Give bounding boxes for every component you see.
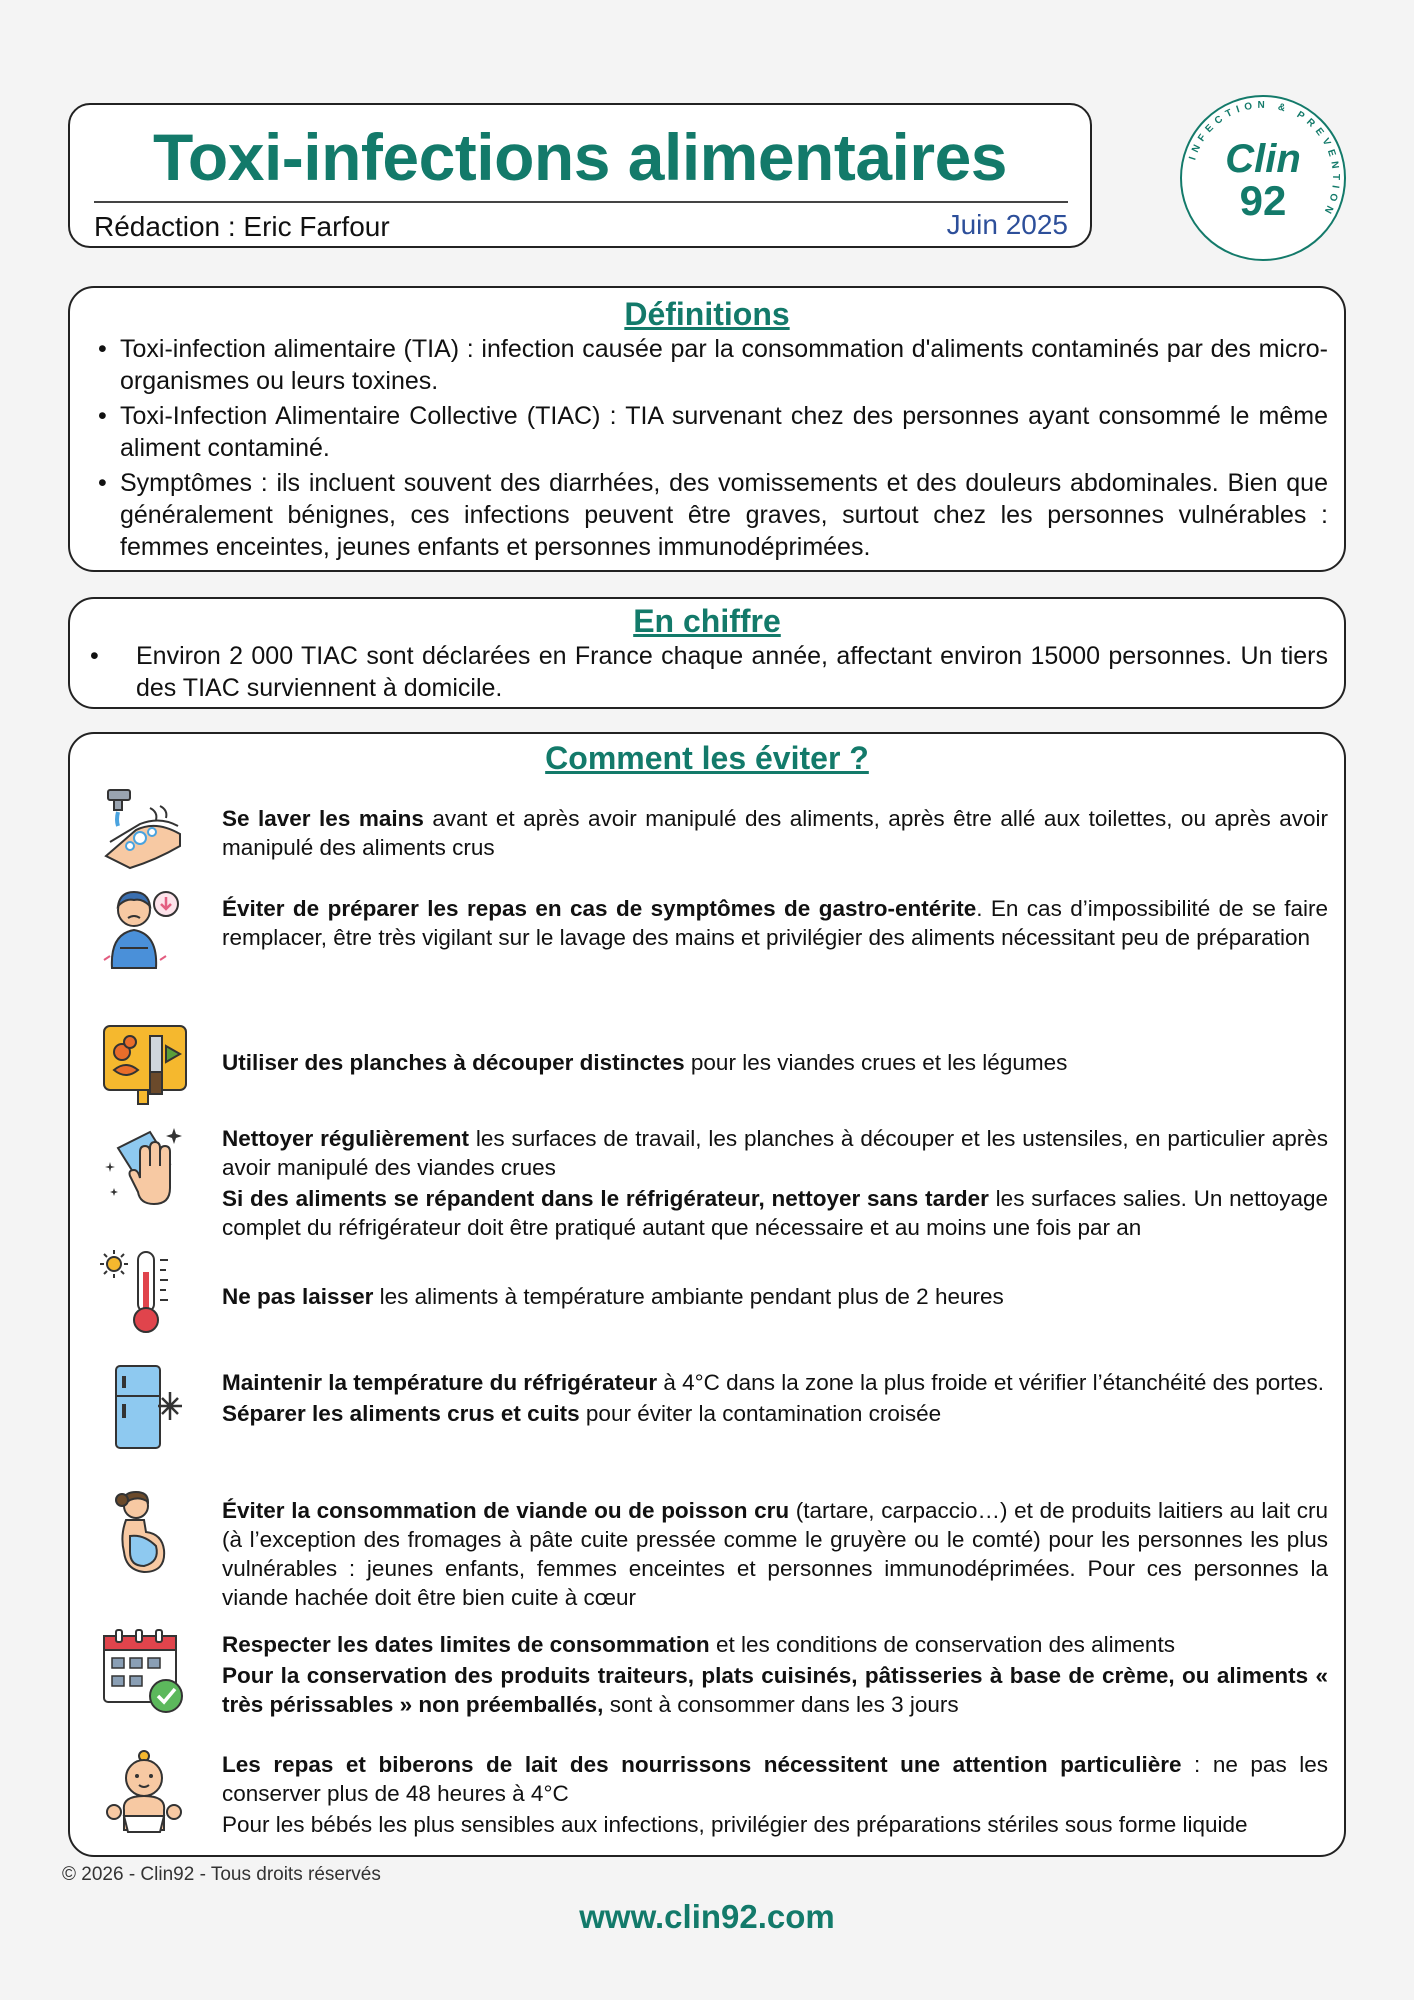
website-link[interactable]: www.clin92.com [579, 1898, 835, 1935]
author-line: Rédaction : Eric Farfour [94, 211, 390, 242]
tip-text: Se laver les mains avant et après avoir manipulé des aliments, après être allé aux toilettes, ou après avoir manipulé des aliments crus [222, 806, 1329, 860]
header-box [68, 103, 1092, 248]
tip-text: Éviter la consommation de viande ou de poisson cru (tartare, carpaccio…) et de produits laitiers au lait cru (à l’exception des fromages à pâte cuite pressée comme le gruyère ou le comté) pour les personnes les plus vulnérables : jeunes enfants, femmes enceintes et personnes immunodéprimées. Pour ces personnes la viande hachée doit être bien cuite à cœur [222, 1498, 1328, 1610]
tip-text: Maintenir la température du réfrigérateur à 4°C dans la zone la plus froide et vérifier l’étanchéité des portes. Séparer les aliments crus et cuits pour éviter la contamination croisée [222, 1370, 1324, 1426]
calendar-check-icon [100, 1626, 190, 1716]
definitions-panel [68, 286, 1346, 572]
publication-date: Juin 2025 [946, 209, 1068, 240]
logo-ring-text: INFECTION & PREVENTION [1187, 99, 1342, 220]
clin92-logo [1175, 90, 1351, 266]
definition-item: • Toxi-infection alimentaire (TIA) : infection causée par la consommation d'aliments contaminés par des micro-organismes ou leurs toxines. [98, 333, 1328, 397]
logo-text-clin: Clin [1225, 137, 1301, 181]
fridge-icon [100, 1362, 190, 1452]
definition-item: • Symptômes : ils incluent souvent des diarrhées, des vomissements et des douleurs abdominales. Bien que généralement bénignes, ces infections peuvent être graves, surtout chez les personnes vulnérables : femmes enceintes, jeunes enfants et personnes immunodéprimées. [98, 467, 1328, 563]
header-divider [94, 201, 1068, 203]
definitions-title: Définitions [624, 296, 790, 332]
sick-person-icon [100, 884, 190, 974]
figures-title: En chiffre [633, 603, 781, 639]
definition-item: • Toxi-Infection Alimentaire Collective (TIAC) : TIA survenant chez des personnes ayant consommé le même aliment contaminé. [98, 400, 1328, 464]
tip-text: Respecter les dates limites de consommation et les conditions de conservation des aliments Pour la conservation des produits traiteurs, plats cuisinés, pâtisseries à base de crème, ou aliments « très périssables » non préemballés, sont à consommer dans les 3 jours [222, 1632, 1328, 1717]
cutting-board-icon [100, 1016, 190, 1106]
tip-text: Nettoyer régulièrement les surfaces de travail, les planches à découper et les ustensiles, en particulier après avoir manipulé des viandes crues Si des aliments se répandent dans le réfrigérateur, nettoyer sans tarder les surfaces salies. Un nettoyage complet du réfrigérateur doit être pratiqué autant que nécessaire et au moins une fois par an [222, 1126, 1329, 1240]
handwashing-icon [100, 786, 190, 876]
tip-text: Utiliser des planches à découper distinctes pour les viandes crues et les légumes [222, 1050, 1068, 1075]
baby-icon [100, 1746, 190, 1836]
tip-text: Ne pas laisser les aliments à température ambiante pendant plus de 2 heures [222, 1284, 1004, 1309]
figures-list [70, 640, 1344, 704]
pregnant-woman-icon [100, 1486, 190, 1576]
cleaning-hand-icon [100, 1118, 190, 1208]
figure-item: • Environ 2 000 TIAC sont déclarées en France chaque année, affectant environ 15000 personnes. Un tiers des TIAC surviennent à domicile. [90, 640, 1328, 704]
tip-text: Éviter de préparer les repas en cas de symptômes de gastro-entérite. En cas d’impossibilité de se faire remplacer, être très vigilant sur le lavage des mains et privilégier des aliments nécessitant peu de préparation [222, 896, 1329, 950]
prevention-panel [68, 732, 1346, 1857]
copyright-notice: © 2026 - Clin92 - Tous droits réservés [62, 1864, 381, 1885]
definitions-list [70, 333, 1344, 563]
thermometer-icon [100, 1246, 190, 1336]
page-title: Toxi-infections alimentaires [153, 120, 1007, 194]
figures-panel [68, 597, 1346, 709]
tip-text: Les repas et biberons de lait des nourrissons nécessitent une attention particulière : ne pas les conserver plus de 48 heures à 4°C Pour les bébés les plus sensibles aux infections, privilégier des préparations stériles sous forme liquide [222, 1752, 1329, 1837]
logo-text-92: 92 [1239, 177, 1287, 224]
prevention-title: Comment les éviter ? [545, 740, 869, 776]
